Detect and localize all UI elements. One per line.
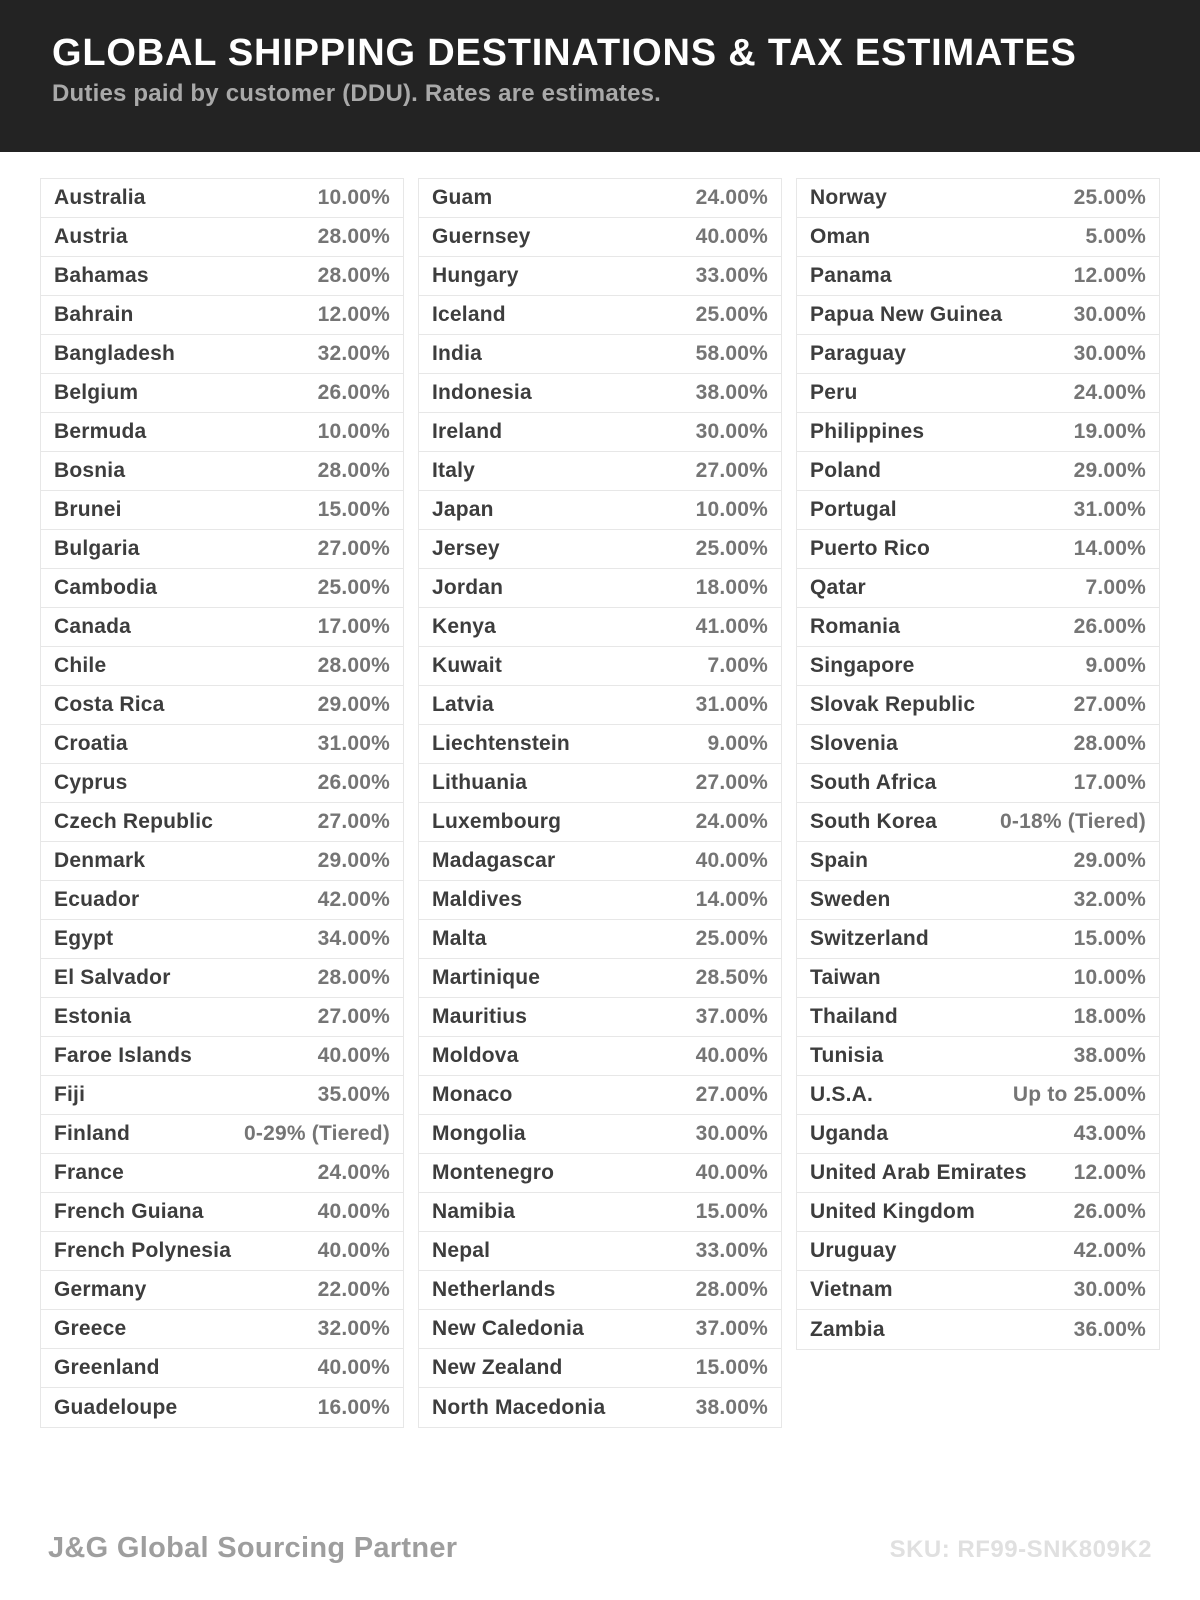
country-label: India: [432, 342, 483, 365]
table-row: [797, 257, 1159, 296]
rate-value: 32.00%: [317, 342, 390, 365]
table-row: [419, 686, 781, 725]
country-label: Bangladesh: [54, 342, 176, 365]
table-row: [419, 530, 781, 569]
rate-value: 27.00%: [317, 1005, 390, 1028]
rate-value: 7.00%: [707, 654, 768, 677]
rate-value: 14.00%: [695, 888, 768, 911]
table-row: [797, 335, 1159, 374]
rate-value: 22.00%: [317, 1278, 390, 1301]
rate-value: 33.00%: [695, 1239, 768, 1262]
country-label: Japan: [432, 498, 494, 521]
table-row: [41, 1193, 403, 1232]
country-label: Australia: [54, 186, 146, 209]
country-label: Guadeloupe: [54, 1395, 178, 1419]
rate-value: 28.00%: [1073, 732, 1146, 755]
country-label: Romania: [810, 615, 901, 638]
table-row: [41, 881, 403, 920]
table-row: [419, 920, 781, 959]
table-row: [419, 1349, 781, 1388]
table-row: [797, 1154, 1159, 1193]
rate-value: 58.00%: [695, 342, 768, 365]
table-row: [41, 413, 403, 452]
rate-value: 29.00%: [1073, 459, 1146, 482]
country-label: Canada: [54, 615, 132, 638]
country-label: Kuwait: [432, 654, 503, 677]
country-label: Moldova: [432, 1044, 519, 1067]
country-label: Jersey: [432, 537, 500, 560]
page-footer: [0, 1532, 1200, 1565]
rate-value: 0-18% (Tiered): [1000, 810, 1146, 833]
table-row: [41, 1388, 403, 1427]
table-row: [797, 959, 1159, 998]
country-label: Germany: [54, 1278, 147, 1301]
rate-value: 31.00%: [695, 693, 768, 716]
rate-value: 12.00%: [1073, 1161, 1146, 1184]
table-row: [419, 842, 781, 881]
country-label: Guernsey: [432, 225, 531, 248]
country-label: Austria: [54, 225, 128, 248]
country-label: Slovak Republic: [810, 693, 976, 716]
country-label: Finland: [54, 1122, 131, 1145]
table-row: [419, 491, 781, 530]
country-label: Liechtenstein: [432, 732, 570, 755]
rate-value: Up to 25.00%: [1012, 1083, 1146, 1106]
country-label: Sweden: [810, 888, 891, 911]
table-row: [797, 842, 1159, 881]
rate-value: 30.00%: [1073, 1278, 1146, 1301]
table-row: [797, 881, 1159, 920]
country-label: Vietnam: [810, 1278, 893, 1301]
country-label: Zambia: [810, 1317, 885, 1341]
table-row: [797, 1076, 1159, 1115]
table-row: [419, 179, 781, 218]
rate-value: 0-29% (Tiered): [244, 1122, 390, 1145]
table-row: [419, 1154, 781, 1193]
rate-value: 28.00%: [317, 264, 390, 287]
table-row: [419, 296, 781, 335]
table-row: [41, 569, 403, 608]
country-label: Hungary: [432, 264, 519, 287]
country-label: Mongolia: [432, 1122, 526, 1145]
country-label: Cyprus: [54, 771, 128, 794]
rate-value: 27.00%: [695, 1083, 768, 1106]
country-label: U.S.A.: [810, 1083, 874, 1106]
rate-value: 28.00%: [317, 459, 390, 482]
country-label: Bahamas: [54, 264, 149, 287]
rate-value: 12.00%: [1073, 264, 1146, 287]
table-row: [41, 1115, 403, 1154]
rate-value: 15.00%: [695, 1200, 768, 1223]
rate-column: [418, 178, 782, 1428]
table-row: [797, 179, 1159, 218]
rate-value: 40.00%: [317, 1356, 390, 1379]
rate-value: 25.00%: [695, 537, 768, 560]
country-label: Thailand: [810, 1005, 898, 1028]
table-row: [797, 1037, 1159, 1076]
table-row: [419, 1388, 781, 1427]
rate-value: 28.00%: [317, 225, 390, 248]
table-row: [419, 1193, 781, 1232]
country-label: Portugal: [810, 498, 897, 521]
table-row: [797, 725, 1159, 764]
country-label: Philippines: [810, 420, 925, 443]
table-row: [419, 1037, 781, 1076]
rate-value: 17.00%: [1073, 771, 1146, 794]
country-label: Guam: [432, 186, 493, 209]
rate-value: 30.00%: [695, 420, 768, 443]
rate-value: 30.00%: [1073, 303, 1146, 326]
table-row: [419, 959, 781, 998]
rate-value: 9.00%: [707, 732, 768, 755]
rate-value: 27.00%: [317, 537, 390, 560]
rate-value: 36.00%: [1073, 1317, 1146, 1341]
rate-value: 16.00%: [317, 1395, 390, 1419]
table-row: [41, 842, 403, 881]
table-row: [797, 764, 1159, 803]
table-row: [41, 257, 403, 296]
rate-value: 34.00%: [317, 927, 390, 950]
rate-value: 32.00%: [317, 1317, 390, 1340]
country-label: United Kingdom: [810, 1200, 975, 1223]
table-row: [419, 257, 781, 296]
country-label: El Salvador: [54, 966, 171, 989]
country-label: Belgium: [54, 381, 139, 404]
country-label: Denmark: [54, 849, 146, 872]
rate-value: 24.00%: [695, 810, 768, 833]
rate-value: 40.00%: [695, 849, 768, 872]
table-row: [419, 1232, 781, 1271]
country-label: Taiwan: [810, 966, 881, 989]
table-row: [419, 1310, 781, 1349]
table-row: [419, 725, 781, 764]
rate-value: 28.00%: [317, 966, 390, 989]
rate-value: 25.00%: [695, 303, 768, 326]
country-label: Indonesia: [432, 381, 532, 404]
rate-value: 17.00%: [317, 615, 390, 638]
table-row: [41, 998, 403, 1037]
rate-value: 10.00%: [317, 420, 390, 443]
rate-value: 37.00%: [695, 1317, 768, 1340]
rate-value: 18.00%: [1073, 1005, 1146, 1028]
country-label: South Korea: [810, 810, 938, 833]
country-label: Monaco: [432, 1083, 513, 1106]
country-label: Oman: [810, 225, 871, 248]
rate-value: 37.00%: [695, 1005, 768, 1028]
country-label: Egypt: [54, 927, 114, 950]
rate-value: 9.00%: [1085, 654, 1146, 677]
table-row: [419, 881, 781, 920]
rate-value: 40.00%: [695, 1044, 768, 1067]
rate-value: 27.00%: [695, 459, 768, 482]
rate-value: 15.00%: [1073, 927, 1146, 950]
page-subtitle: Duties paid by customer (DDU). Rates are estimates.: [52, 79, 662, 107]
table-row: [41, 530, 403, 569]
table-row: [419, 998, 781, 1037]
country-label: Ecuador: [54, 888, 140, 911]
rate-value: 42.00%: [1073, 1239, 1146, 1262]
country-label: Montenegro: [432, 1161, 555, 1184]
country-label: Czech Republic: [54, 810, 214, 833]
table-row: [797, 998, 1159, 1037]
rate-value: 25.00%: [317, 576, 390, 599]
table-row: [797, 569, 1159, 608]
country-label: Kenya: [432, 615, 497, 638]
rate-value: 24.00%: [1073, 381, 1146, 404]
rate-value: 24.00%: [317, 1161, 390, 1184]
table-row: [797, 1310, 1159, 1349]
country-label: Jordan: [432, 576, 504, 599]
rate-value: 41.00%: [695, 615, 768, 638]
table-row: [41, 725, 403, 764]
country-label: Cambodia: [54, 576, 158, 599]
rate-value: 15.00%: [695, 1356, 768, 1379]
table-row: [41, 1037, 403, 1076]
rate-value: 7.00%: [1085, 576, 1146, 599]
country-label: Lithuania: [432, 771, 528, 794]
rate-value: 28.50%: [695, 966, 768, 989]
rate-value: 10.00%: [317, 186, 390, 209]
rate-value: 25.00%: [1073, 186, 1146, 209]
country-label: Namibia: [432, 1200, 516, 1223]
country-label: Fiji: [54, 1083, 86, 1106]
table-row: [41, 335, 403, 374]
rate-value: 38.00%: [695, 1395, 768, 1419]
rate-value: 14.00%: [1073, 537, 1146, 560]
table-row: [41, 764, 403, 803]
rate-value: 43.00%: [1073, 1122, 1146, 1145]
rate-value: 40.00%: [695, 1161, 768, 1184]
table-row: [419, 218, 781, 257]
shipping-rates-table: [0, 152, 1200, 1428]
country-label: France: [54, 1161, 125, 1184]
table-row: [41, 1349, 403, 1388]
country-label: Slovenia: [810, 732, 898, 755]
country-label: South Africa: [810, 771, 937, 794]
sku-label: SKU: RF99-SNK809K2: [889, 1536, 1152, 1563]
country-label: Greece: [54, 1317, 127, 1340]
country-label: Netherlands: [432, 1278, 556, 1301]
rate-value: 26.00%: [317, 381, 390, 404]
table-row: [419, 569, 781, 608]
table-row: [419, 1115, 781, 1154]
country-label: Bahrain: [54, 303, 134, 326]
table-row: [797, 296, 1159, 335]
brand-name: J&G Global Sourcing Partner: [48, 1532, 458, 1564]
table-row: [41, 218, 403, 257]
country-label: Madagascar: [432, 849, 556, 872]
rate-value: 29.00%: [317, 849, 390, 872]
country-label: Poland: [810, 459, 882, 482]
rate-value: 38.00%: [695, 381, 768, 404]
table-row: [41, 179, 403, 218]
table-row: [41, 374, 403, 413]
table-row: [41, 1310, 403, 1349]
rate-value: 27.00%: [1073, 693, 1146, 716]
table-row: [797, 452, 1159, 491]
rate-value: 10.00%: [695, 498, 768, 521]
country-label: Qatar: [810, 576, 866, 599]
table-row: [419, 374, 781, 413]
rate-value: 28.00%: [695, 1278, 768, 1301]
rate-value: 31.00%: [317, 732, 390, 755]
country-label: Martinique: [432, 966, 541, 989]
country-label: French Guiana: [54, 1200, 204, 1223]
table-row: [41, 1271, 403, 1310]
rate-value: 29.00%: [1073, 849, 1146, 872]
country-label: Papua New Guinea: [810, 303, 1003, 326]
rate-value: 12.00%: [317, 303, 390, 326]
rate-value: 26.00%: [1073, 1200, 1146, 1223]
country-label: Nepal: [432, 1239, 491, 1262]
rate-value: 30.00%: [695, 1122, 768, 1145]
table-row: [41, 647, 403, 686]
table-row: [41, 1076, 403, 1115]
table-row: [419, 452, 781, 491]
country-label: North Macedonia: [432, 1395, 606, 1419]
table-row: [797, 491, 1159, 530]
table-row: [797, 218, 1159, 257]
table-row: [797, 647, 1159, 686]
rate-value: 19.00%: [1073, 420, 1146, 443]
rate-column: [796, 178, 1160, 1350]
country-label: Bermuda: [54, 420, 147, 443]
country-label: Maldives: [432, 888, 523, 911]
country-label: Estonia: [54, 1005, 132, 1028]
country-label: Puerto Rico: [810, 537, 931, 560]
table-row: [797, 608, 1159, 647]
country-label: Faroe Islands: [54, 1044, 192, 1067]
country-label: Mauritius: [432, 1005, 528, 1028]
table-row: [797, 920, 1159, 959]
country-label: Paraguay: [810, 342, 907, 365]
table-row: [797, 1115, 1159, 1154]
rate-value: 26.00%: [1073, 615, 1146, 638]
table-row: [419, 608, 781, 647]
rate-value: 30.00%: [1073, 342, 1146, 365]
country-label: Uganda: [810, 1122, 889, 1145]
rate-value: 15.00%: [317, 498, 390, 521]
page-title: GLOBAL SHIPPING DESTINATIONS & TAX ESTIMATES: [52, 32, 1077, 74]
rate-value: 32.00%: [1073, 888, 1146, 911]
table-row: [41, 1154, 403, 1193]
rate-value: 5.00%: [1085, 225, 1146, 248]
country-label: Luxembourg: [432, 810, 562, 833]
country-label: Costa Rica: [54, 693, 165, 716]
table-row: [419, 803, 781, 842]
rate-column: [40, 178, 404, 1428]
table-row: [797, 374, 1159, 413]
table-row: [797, 413, 1159, 452]
rate-value: 10.00%: [1073, 966, 1146, 989]
country-label: Bosnia: [54, 459, 126, 482]
table-row: [419, 1271, 781, 1310]
rate-value: 28.00%: [317, 654, 390, 677]
table-row: [41, 452, 403, 491]
country-label: Ireland: [432, 420, 503, 443]
rate-value: 24.00%: [695, 186, 768, 209]
country-label: Panama: [810, 264, 892, 287]
rate-value: 40.00%: [317, 1239, 390, 1262]
rate-value: 40.00%: [695, 225, 768, 248]
rate-value: 35.00%: [317, 1083, 390, 1106]
table-row: [41, 491, 403, 530]
table-row: [41, 1232, 403, 1271]
table-row: [41, 803, 403, 842]
country-label: Brunei: [54, 498, 122, 521]
country-label: French Polynesia: [54, 1239, 232, 1262]
table-row: [419, 647, 781, 686]
rate-value: 33.00%: [695, 264, 768, 287]
table-row: [419, 764, 781, 803]
country-label: Bulgaria: [54, 537, 140, 560]
rate-value: 42.00%: [317, 888, 390, 911]
table-row: [41, 608, 403, 647]
rate-value: 25.00%: [695, 927, 768, 950]
country-label: Italy: [432, 459, 476, 482]
rate-value: 27.00%: [317, 810, 390, 833]
country-label: Uruguay: [810, 1239, 897, 1262]
country-label: New Zealand: [432, 1356, 563, 1379]
country-label: Greenland: [54, 1356, 160, 1379]
table-row: [41, 920, 403, 959]
table-row: [797, 530, 1159, 569]
country-label: Iceland: [432, 303, 506, 326]
table-row: [41, 296, 403, 335]
country-label: United Arab Emirates: [810, 1161, 1027, 1184]
table-row: [797, 1232, 1159, 1271]
country-label: Peru: [810, 381, 858, 404]
rate-value: 38.00%: [1073, 1044, 1146, 1067]
country-label: Chile: [54, 654, 107, 677]
table-row: [419, 335, 781, 374]
country-label: Latvia: [432, 693, 494, 716]
country-label: Singapore: [810, 654, 915, 677]
rate-value: 27.00%: [695, 771, 768, 794]
table-row: [797, 686, 1159, 725]
page-header: [0, 0, 1200, 152]
table-row: [797, 803, 1159, 842]
rate-value: 26.00%: [317, 771, 390, 794]
country-label: Switzerland: [810, 927, 929, 950]
country-label: Croatia: [54, 732, 128, 755]
rate-value: 40.00%: [317, 1200, 390, 1223]
country-label: New Caledonia: [432, 1317, 584, 1340]
rate-value: 31.00%: [1073, 498, 1146, 521]
country-label: Spain: [810, 849, 869, 872]
rate-value: 29.00%: [317, 693, 390, 716]
country-label: Malta: [432, 927, 487, 950]
table-row: [419, 1076, 781, 1115]
table-row: [41, 959, 403, 998]
table-row: [797, 1193, 1159, 1232]
table-row: [419, 413, 781, 452]
rate-value: 18.00%: [695, 576, 768, 599]
country-label: Norway: [810, 186, 888, 209]
country-label: Tunisia: [810, 1044, 884, 1067]
table-row: [797, 1271, 1159, 1310]
table-row: [41, 686, 403, 725]
rate-value: 40.00%: [317, 1044, 390, 1067]
